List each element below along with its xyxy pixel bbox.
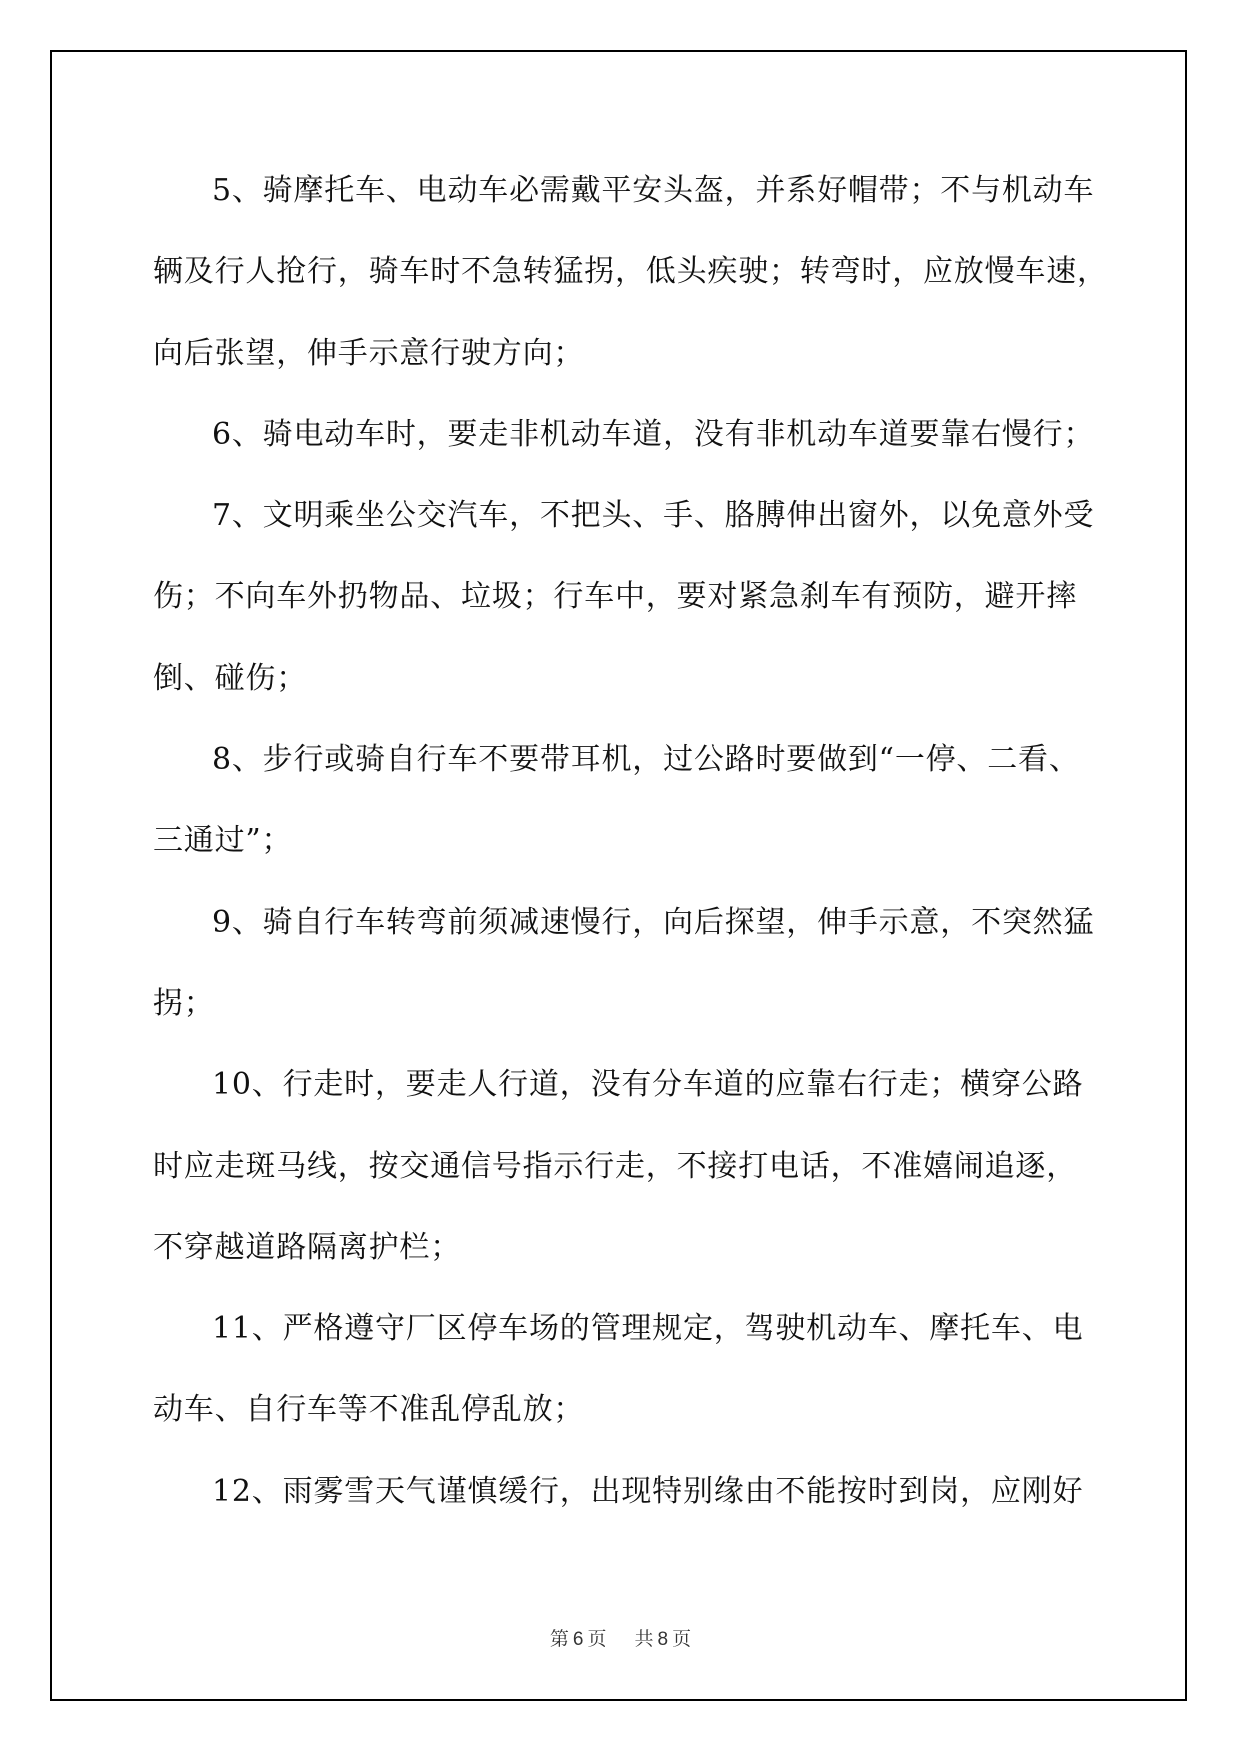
paragraph-line: 三通过”； xyxy=(153,823,293,859)
paragraph xyxy=(153,719,1113,882)
current-page: 6 xyxy=(572,1629,584,1650)
paragraph-line: 向后张望，伸手示意行驶方向； xyxy=(153,335,585,371)
paragraph-line: 时应走斑马线，按交通信号指示行走，不接打电话，不准嬉闹追逐， xyxy=(153,1148,1077,1184)
paragraph-line: 10、行走时，要走人行道，没有分车道的应靠右行走；横穿公路 xyxy=(212,1067,1084,1103)
page-footer xyxy=(0,1624,1241,1651)
page-suffix: 页 xyxy=(587,1629,607,1650)
paragraph-line: 5、骑摩托车、电动车必需戴平安头盔，并系好帽带；不与机动车 xyxy=(212,173,1095,208)
paragraph-line: 12、雨雾雪天气谨慎缓行，出现特别缘由不能按时到岗，应刚好 xyxy=(212,1473,1084,1509)
paragraph-line: 8、步行或骑自行车不要带耳机，过公路时要做到“一停、二看、 xyxy=(212,742,1080,778)
paragraph-line: 11、严格遵守厂区停车场的管理规定，驾驶机动车、摩托车、电 xyxy=(212,1311,1084,1347)
paragraph-line: 动车、自行车等不准乱停乱放； xyxy=(153,1392,585,1428)
paragraph-line: 辆及行人抢行，骑车时不急转猛拐，低头疾驶；转弯时，应放慢车速， xyxy=(153,254,1108,290)
paragraph xyxy=(153,150,1113,394)
paragraph xyxy=(153,475,1113,719)
document-body xyxy=(153,150,1113,1532)
total-pages: 8 xyxy=(657,1629,669,1650)
paragraph-line: 6、骑电动车时，要走非机动车道，没有非机动车道要靠右慢行； xyxy=(212,416,1095,452)
total-prefix: 共 xyxy=(634,1629,654,1650)
paragraph xyxy=(153,1288,1113,1451)
paragraph-line: 不穿越道路隔离护栏； xyxy=(153,1229,461,1265)
paragraph-line: 7、文明乘坐公交汽车，不把头、手、胳膊伸出窗外，以免意外受 xyxy=(212,498,1095,534)
paragraph xyxy=(153,1044,1113,1288)
total-suffix: 页 xyxy=(672,1629,692,1650)
paragraph-line: 拐； xyxy=(153,985,215,1021)
paragraph xyxy=(153,1451,1113,1532)
paragraph-line: 倒、碰伤； xyxy=(153,660,307,696)
paragraph-line: 9、骑自行车转弯前须减速慢行，向后探望，伸手示意，不突然猛 xyxy=(212,904,1095,940)
paragraph-line: 伤；不向车外扔物品、垃圾；行车中，要对紧急刹车有预防，避开摔 xyxy=(153,579,1077,615)
page-prefix: 第 xyxy=(549,1629,569,1650)
paragraph xyxy=(153,882,1113,1045)
paragraph xyxy=(153,394,1113,475)
